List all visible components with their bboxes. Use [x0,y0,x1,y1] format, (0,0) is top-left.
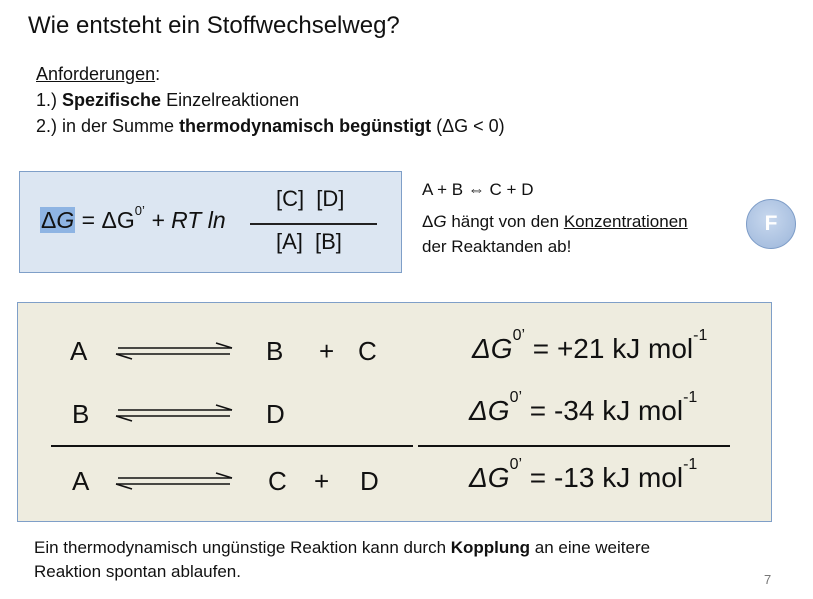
reaction-2-dg [469,389,698,427]
delta-g-highlight [40,207,75,233]
fraction-denominator: [A] [B] [276,229,342,254]
coupling-note-line2: Reaktion spontan ablaufen. [34,562,241,581]
req1-prefix: 1.) [36,90,63,110]
equilibrium-arrow-icon [114,471,234,491]
formula-mid: = ΔG [75,207,135,233]
requirement-2 [36,113,505,139]
side-note-line2: der Reaktanden ab! [422,237,572,256]
f-button[interactable]: F [746,199,796,249]
r3-dg-symbol: ΔG [469,462,510,493]
side-note-line1 [422,212,688,232]
reaction-1-product-2: C [358,336,377,366]
r2-dg-symbol: ΔG [469,395,510,426]
r1-unit-sup: -1 [693,327,708,344]
equilibrium-arrow-icon [114,341,234,361]
coupling-note-line1 [34,536,650,560]
side-underline: Konzentrationen [563,212,688,231]
reaction-1-reactant: A [70,336,88,366]
page-number: 7 [764,572,772,587]
standard-sup: 0’ [134,203,145,218]
sum-rule-left [51,445,413,447]
coupling-pre: Ein thermodynamisch ungünstige Reaktion kann durch [34,538,451,557]
reaction-box [17,302,772,522]
coupling-note [34,536,650,584]
coupling-post: an eine weitere [530,538,651,557]
r2-dg-sup: 0’ [509,389,523,406]
fraction-line [250,223,377,225]
sum-rule-right [418,445,730,447]
reaction-3-reactant: A [72,466,90,496]
r2-unit-sup: -1 [683,389,698,406]
requirements-heading-line [36,61,505,87]
equilibrium-equation: A + B ⇔ C + D [422,180,534,199]
reaction-3-product-1: C [268,466,287,496]
gibbs-formula-box [19,171,402,273]
rt-ln: + RT ln [144,207,226,233]
r3-dg-sup: 0’ [509,456,523,473]
r3-unit-sup: -1 [683,456,698,473]
requirement-1 [36,87,505,113]
side-g: G [433,212,447,231]
heading-colon: : [155,64,161,84]
reaction-2-product: D [266,399,285,429]
r1-dg-value: = +21 kJ mol [525,333,694,364]
coupling-bold: Kopplung [450,538,531,557]
req1-bold: Spezifische [62,90,162,110]
r1-dg-symbol: ΔG [472,333,513,364]
reaction-1-dg [472,327,708,365]
r1-dg-sup: 0’ [512,327,526,344]
reaction-3-dg [469,456,698,494]
reaction-3-plus: + [314,466,330,496]
fraction-numerator: [C] [D] [276,186,345,211]
g-symbol: G [56,207,75,233]
equilibrium-arrow-icon [114,403,234,423]
side-delta: Δ [422,212,434,231]
reaction-1-product-1: B [266,336,284,366]
req2-rest: (ΔG < 0) [431,116,505,136]
r3-dg-value: = -13 kJ mol [522,462,684,493]
r2-dg-value: = -34 kJ mol [522,395,684,426]
req2-bold: thermodynamisch begünstigt [179,116,432,136]
page-title: Wie entsteht ein Stoffwechselweg? [28,12,400,39]
reaction-1-plus: + [319,336,335,366]
reaction-3-product-2: D [360,466,379,496]
side-mid: hängt von den [446,212,564,231]
formula-lhs [40,203,226,234]
reaction-2-reactant: B [72,399,90,429]
delta-symbol: Δ [41,207,57,233]
requirements [36,61,505,139]
req1-rest: Einzelreaktionen [161,90,300,110]
req2-prefix: 2.) in der Summe [36,116,180,136]
requirements-heading: Anforderungen [36,64,156,84]
